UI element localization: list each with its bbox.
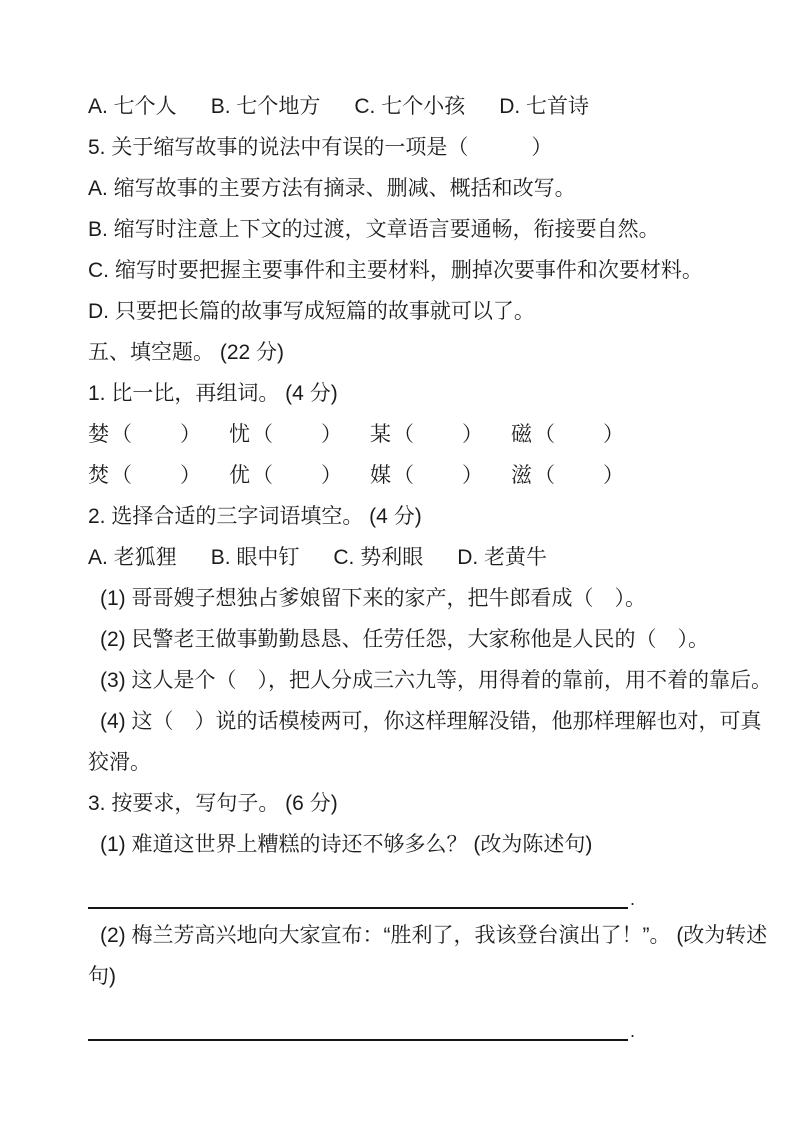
charword-blank: 忧（ ） (229, 423, 344, 446)
answer-underline-2 (88, 1019, 628, 1041)
s5-q2-option-a: A. 老狐狸 (88, 546, 177, 569)
s5-q2-item-1: (1) 哥哥嫂子想独占爹娘留下来的家产，把牛郎看成（ ）。 (100, 587, 646, 610)
section5-title: 五、填空题。 (22 分) (88, 341, 285, 364)
s5-q2-option-b: B. 眼中钉 (210, 546, 300, 569)
q4-option-a: A. 七个人 (88, 95, 177, 118)
s5-q2-item-2: (2) 民警老王做事勤勤恳恳、任劳任怨，大家称他是人民的（ ）。 (100, 628, 709, 651)
answer-line-row-1 (88, 885, 773, 909)
s5-q3-item-1: (1) 难道这世界上糟糕的诗还不够多么？ (改为陈述句) (100, 833, 593, 856)
charword-blank: 磁（ ） (511, 423, 626, 446)
s5-q1-row-2 (88, 455, 773, 496)
q5-option-c: C. 缩写时要把握主要事件和主要材料，删掉次要事件和次要材料。 (88, 259, 703, 282)
charword-blank: 优（ ） (229, 464, 344, 487)
charword-blank: 婪（ ） (88, 423, 203, 446)
charword-blank: 某（ ） (370, 423, 485, 446)
s5-q2-title: 2. 选择合适的三字词语填空。 (4 分) (88, 505, 422, 528)
s5-q2-options-row (88, 537, 773, 578)
answer-line-period-2: . (630, 1021, 636, 1041)
s5-q1-row-1 (88, 414, 773, 455)
q4-option-d: D. 七首诗 (499, 95, 590, 118)
answer-underline-1 (88, 887, 628, 909)
charword-blank: 媒（ ） (370, 464, 485, 487)
q5-option-a: A. 缩写故事的主要方法有摘录、删减、概括和改写。 (88, 177, 576, 200)
s5-q2-item-4: (4) 这（ ）说的话模棱两可，你这样理解没错，他那样理解也对，可真狡滑。 (88, 710, 762, 774)
s5-q3-item-2: (2) 梅兰芳高兴地向大家宣布：“胜利了，我该登台演出了！”。 (改为转述句) (88, 924, 768, 988)
q4-option-b: B. 七个地方 (210, 95, 321, 118)
q5-option-b: B. 缩写时注意上下文的过渡，文章语言要通畅，衔接要自然。 (88, 218, 660, 241)
charword-blank: 滋（ ） (511, 464, 626, 487)
q5-stem: 5. 关于缩写故事的说法中有误的一项是（ ） (88, 136, 553, 159)
q4-options-row (88, 86, 773, 127)
q4-option-c: C. 七个小孩 (354, 95, 466, 118)
s5-q2-item-3: (3) 这人是个（ ），把人分成三六九等，用得着的靠前，用不着的靠后。 (100, 669, 772, 692)
s5-q1-title: 1. 比一比，再组词。 (4 分) (88, 382, 338, 405)
answer-line-period-1: . (630, 889, 636, 909)
s5-q3-title: 3. 按要求，写句子。 (6 分) (88, 792, 338, 815)
s5-q2-option-c: C. 势利眼 (333, 546, 424, 569)
charword-blank: 焚（ ） (88, 464, 203, 487)
s5-q2-option-d: D. 老黄牛 (457, 546, 548, 569)
answer-line-row-2 (88, 1017, 773, 1041)
q5-option-d: D. 只要把长篇的故事写成短篇的故事就可以了。 (88, 300, 535, 323)
